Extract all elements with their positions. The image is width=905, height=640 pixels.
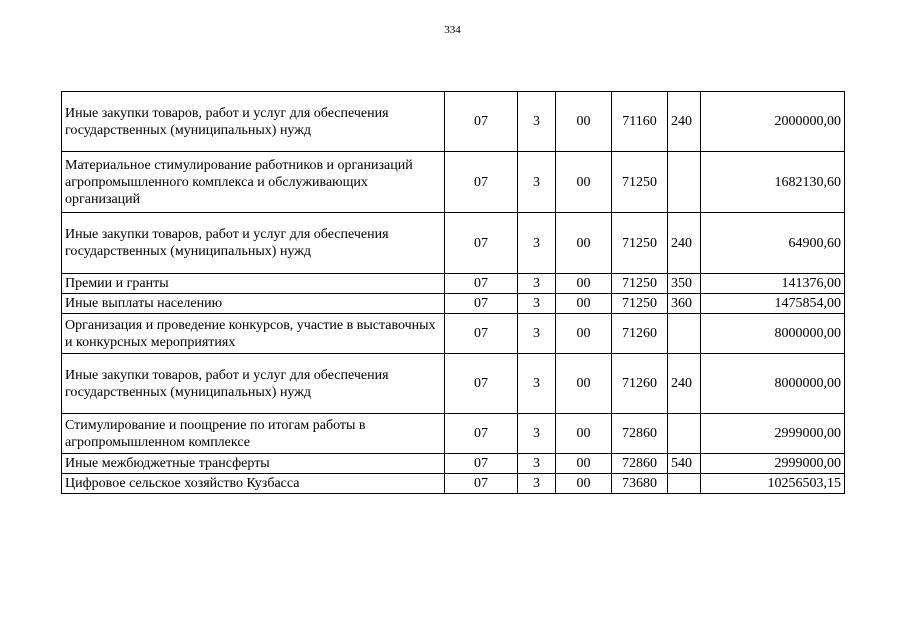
row-name-cell: Стимулирование и поощрение по итогам работы в агропромышленном комплексе [62,414,445,454]
row-name-cell: Материальное стимулирование работников и организаций агропромышленного комплекса и обслуживающих организаций [62,152,445,213]
amount-cell: 8000000,00 [701,354,845,414]
subsection-code-cell: 3 [518,314,556,354]
expense-type-code-cell: 240 [668,354,701,414]
table-row [62,294,845,314]
row-name-cell: Иные межбюджетные трансферты [62,454,445,474]
table-row [62,92,845,152]
amount-cell: 2000000,00 [701,92,845,152]
target-article-code-cell: 71250 [612,152,668,213]
row-name-cell: Иные закупки товаров, работ и услуг для обеспечения государственных (муниципальных) нужд [62,354,445,414]
section-code-cell: 07 [445,314,518,354]
subprogram-code-cell: 00 [556,294,612,314]
row-name-cell: Иные закупки товаров, работ и услуг для обеспечения государственных (муниципальных) нужд [62,92,445,152]
expense-type-code-cell: 360 [668,294,701,314]
expense-type-code-cell: 240 [668,92,701,152]
table-row [62,354,845,414]
subprogram-code-cell: 00 [556,314,612,354]
table-row [62,274,845,294]
amount-cell: 1682130,60 [701,152,845,213]
section-code-cell: 07 [445,92,518,152]
subprogram-code-cell: 00 [556,474,612,494]
target-article-code-cell: 71260 [612,354,668,414]
target-article-code-cell: 73680 [612,474,668,494]
subsection-code-cell: 3 [518,294,556,314]
target-article-code-cell: 71250 [612,274,668,294]
target-article-code-cell: 72860 [612,454,668,474]
target-article-code-cell: 71250 [612,213,668,274]
subsection-code-cell: 3 [518,152,556,213]
row-name-cell: Иные выплаты населению [62,294,445,314]
amount-cell: 1475854,00 [701,294,845,314]
subsection-code-cell: 3 [518,92,556,152]
subsection-code-cell: 3 [518,414,556,454]
section-code-cell: 07 [445,414,518,454]
row-name-cell: Иные закупки товаров, работ и услуг для обеспечения государственных (муниципальных) нужд [62,213,445,274]
expense-type-code-cell [668,314,701,354]
table-row [62,213,845,274]
section-code-cell: 07 [445,454,518,474]
table-row [62,152,845,213]
amount-cell: 8000000,00 [701,314,845,354]
section-code-cell: 07 [445,474,518,494]
row-name-cell: Премии и гранты [62,274,445,294]
section-code-cell: 07 [445,354,518,414]
row-name-cell: Организация и проведение конкурсов, участие в выставочных и конкурсных мероприятиях [62,314,445,354]
subprogram-code-cell: 00 [556,454,612,474]
amount-cell: 64900,60 [701,213,845,274]
subsection-code-cell: 3 [518,213,556,274]
section-code-cell: 07 [445,274,518,294]
expense-type-code-cell [668,414,701,454]
amount-cell: 2999000,00 [701,454,845,474]
section-code-cell: 07 [445,152,518,213]
target-article-code-cell: 72860 [612,414,668,454]
table-body [62,92,845,494]
expense-type-code-cell: 240 [668,213,701,274]
subsection-code-cell: 3 [518,474,556,494]
amount-cell: 141376,00 [701,274,845,294]
page-number: 334 [444,24,461,36]
subprogram-code-cell: 00 [556,414,612,454]
amount-cell: 2999000,00 [701,414,845,454]
table-row [62,474,845,494]
expense-type-code-cell [668,152,701,213]
expense-type-code-cell: 540 [668,454,701,474]
table-row [62,454,845,474]
target-article-code-cell: 71250 [612,294,668,314]
subsection-code-cell: 3 [518,454,556,474]
budget-table [61,91,845,494]
table-row [62,414,845,454]
amount-cell: 10256503,15 [701,474,845,494]
subsection-code-cell: 3 [518,354,556,414]
subprogram-code-cell: 00 [556,92,612,152]
subprogram-code-cell: 00 [556,152,612,213]
subprogram-code-cell: 00 [556,274,612,294]
section-code-cell: 07 [445,294,518,314]
expense-type-code-cell: 350 [668,274,701,294]
target-article-code-cell: 71160 [612,92,668,152]
subprogram-code-cell: 00 [556,354,612,414]
row-name-cell: Цифровое сельское хозяйство Кузбасса [62,474,445,494]
table-row [62,314,845,354]
section-code-cell: 07 [445,213,518,274]
target-article-code-cell: 71260 [612,314,668,354]
subsection-code-cell: 3 [518,274,556,294]
expense-type-code-cell [668,474,701,494]
subprogram-code-cell: 00 [556,213,612,274]
